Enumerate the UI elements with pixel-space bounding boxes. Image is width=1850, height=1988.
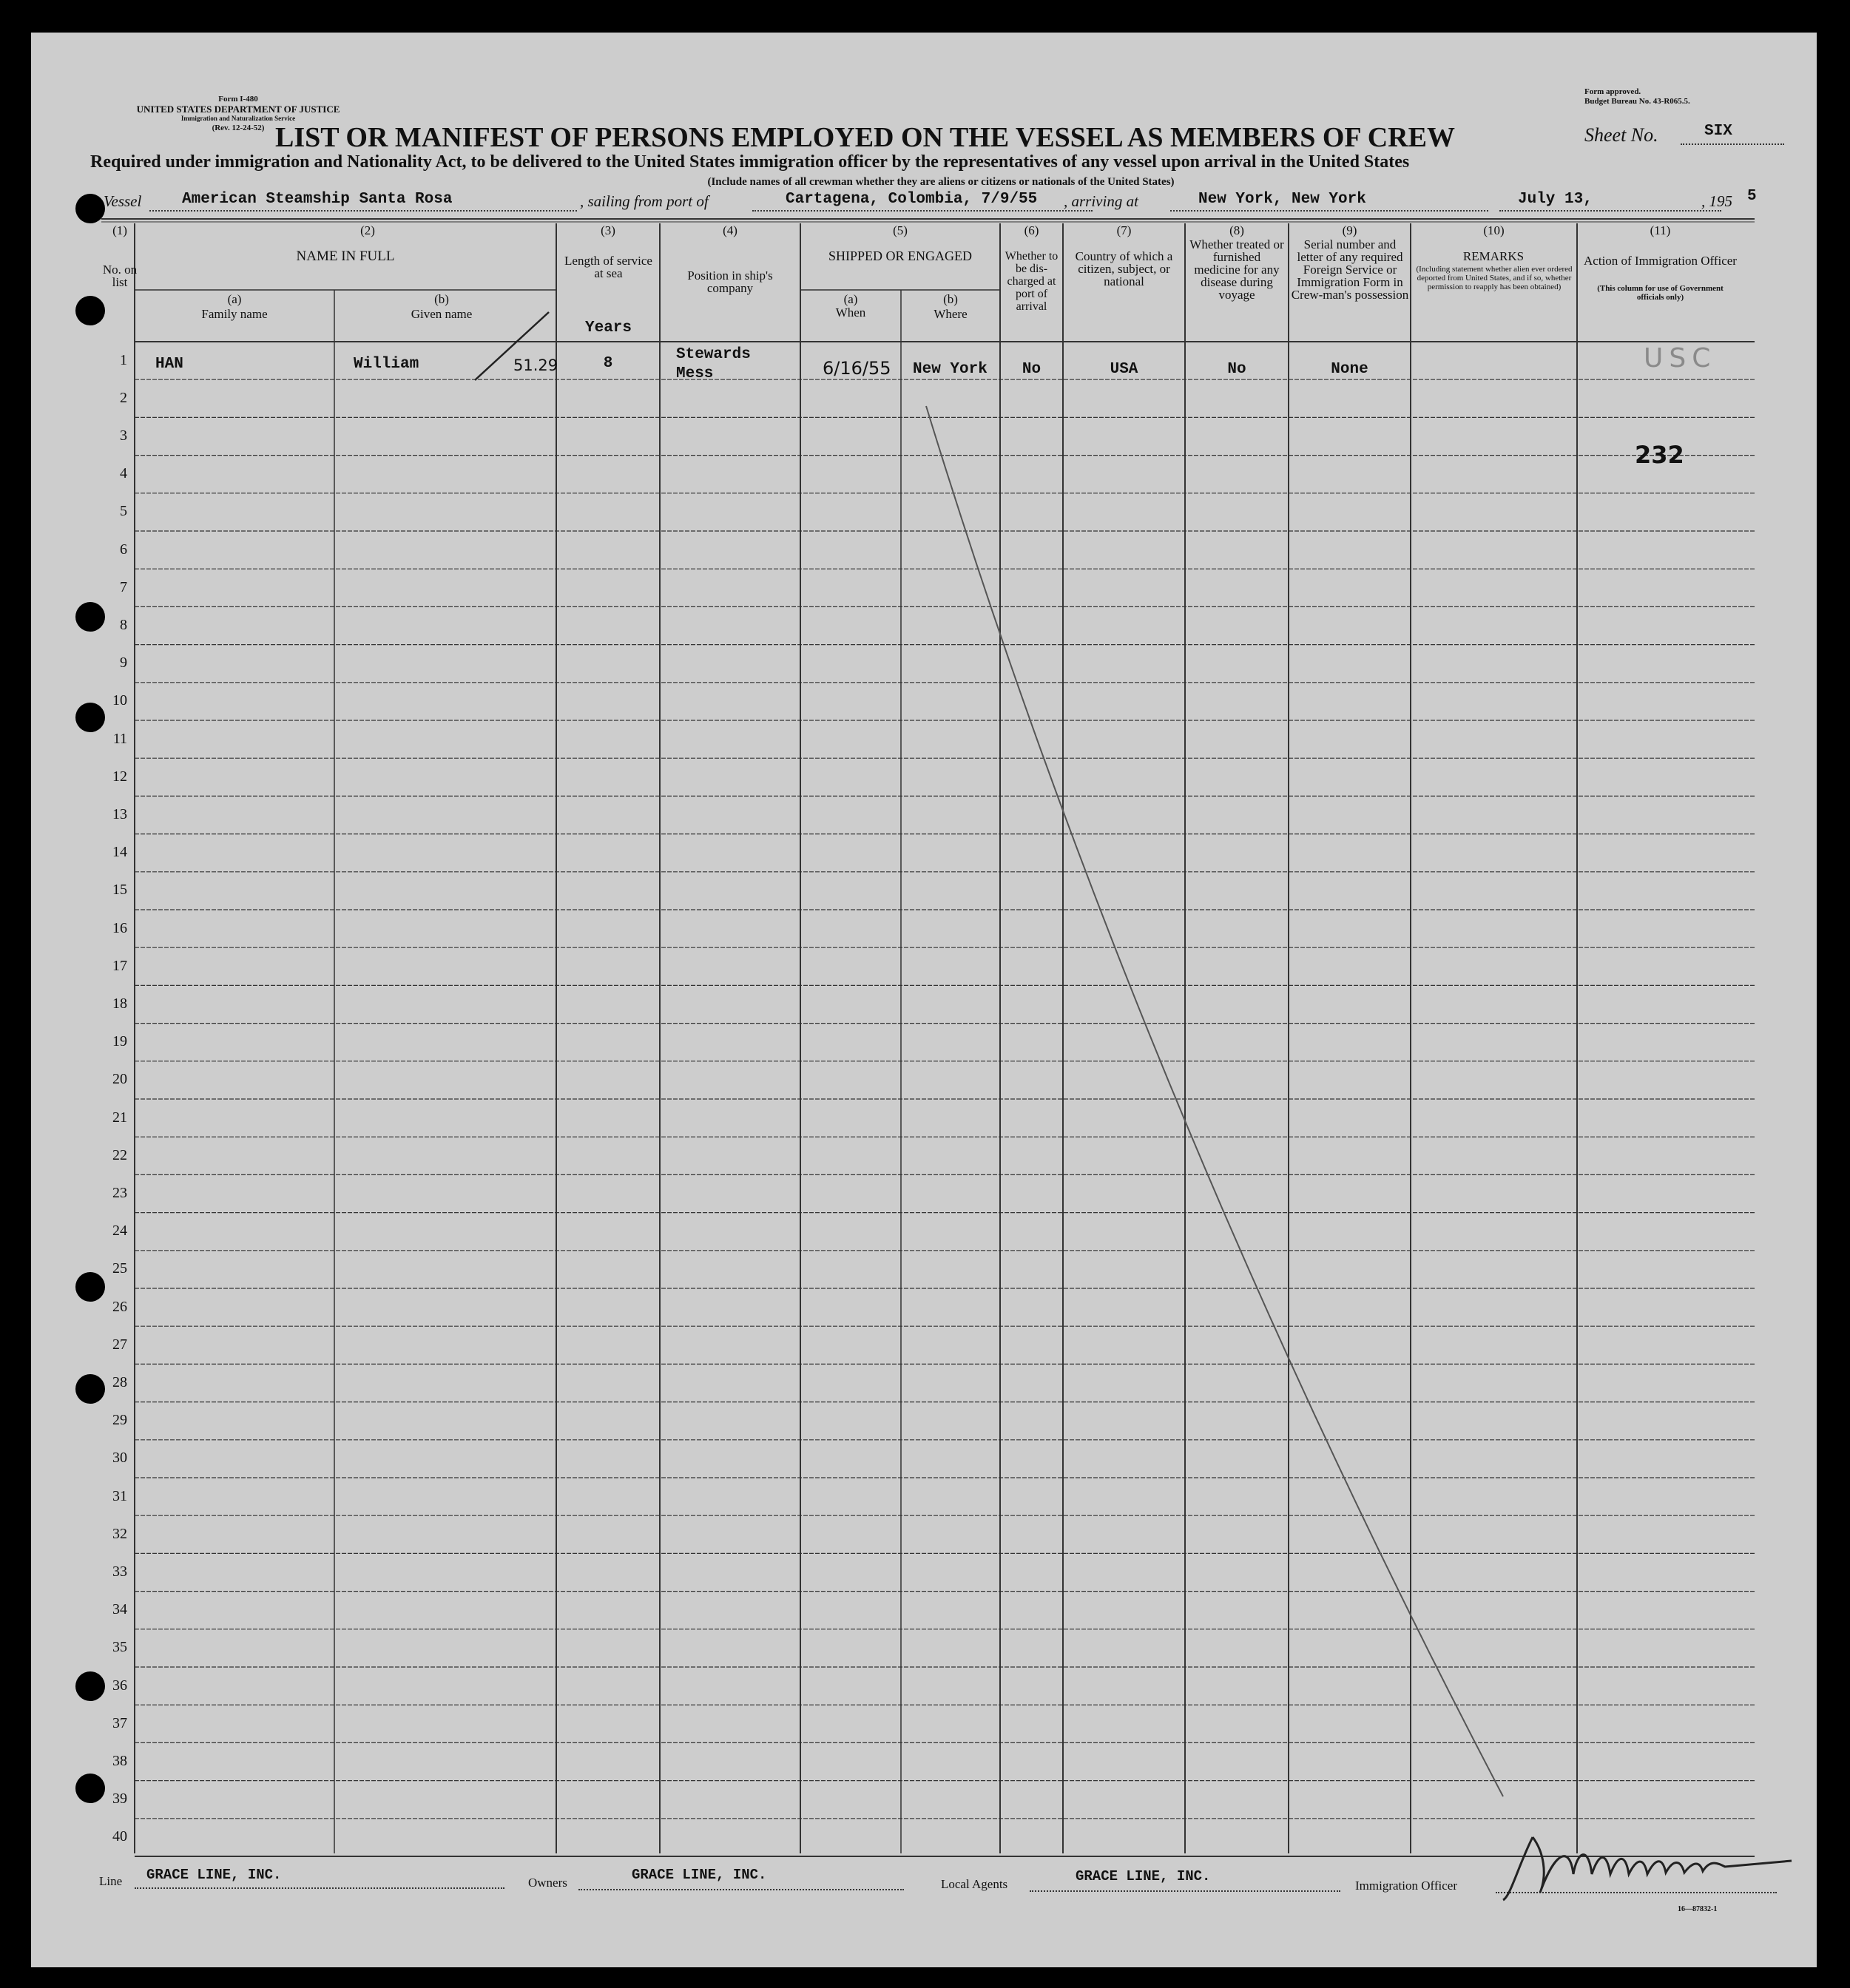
col-num-1: (1) (112, 223, 127, 237)
row-number: 24 (112, 1223, 127, 1240)
header-name-in-full: NAME IN FULL (296, 248, 395, 264)
row-number: 19 (112, 1033, 127, 1050)
form-approval: Form approved. (1584, 87, 1641, 96)
form-revision: (Rev. 12-24-52) (212, 124, 265, 132)
row-number: 14 (112, 844, 127, 861)
row-number: 27 (112, 1336, 127, 1353)
punch-hole (75, 1374, 105, 1404)
year-prefix: , 195 (1701, 192, 1732, 210)
sheet-number-value: SIX (1704, 123, 1732, 140)
row-number: 21 (112, 1109, 127, 1126)
arriving-label: , arriving at (1064, 192, 1138, 210)
header-family-name: Family name (201, 307, 268, 321)
row1-discharged: No (1022, 361, 1042, 378)
header-where: Where (934, 307, 968, 321)
header-remarks: REMARKS (1462, 249, 1525, 263)
row1-action: USC (1644, 343, 1717, 373)
row-number: 9 (120, 655, 127, 672)
punch-hole (75, 703, 105, 732)
row-number: 22 (112, 1146, 127, 1163)
row1-position-1: Stewards (676, 346, 751, 363)
footer-line-dots (135, 1887, 504, 1889)
footer-owners-dots (578, 1889, 904, 1890)
header-serial: Serial number and letter of any required Foreign Service or Immigration Form in Crew-man's possession (1291, 237, 1409, 302)
row1-when: 6/16/55 (823, 358, 891, 379)
punch-hole (75, 296, 105, 325)
header-length-unit: Years (584, 320, 632, 337)
year-suffix: 5 (1747, 188, 1757, 205)
row-number: 37 (112, 1714, 127, 1731)
row1-annotation: 51.29 (513, 356, 558, 374)
row-number: 20 (112, 1071, 127, 1088)
col-num-4: (4) (723, 223, 737, 237)
row-number: 36 (112, 1677, 127, 1694)
row-number: 23 (112, 1185, 127, 1201)
row1-length: 8 (603, 355, 613, 372)
footer-line-label: Line (99, 1874, 123, 1888)
arrival-port: New York, New York (1198, 191, 1366, 208)
header-given-name: Given name (411, 307, 473, 321)
agency-name: UNITED STATES DEPARTMENT OF JUSTICE (136, 104, 340, 115)
row-number: 34 (112, 1601, 127, 1618)
row-number: 2 (120, 389, 127, 406)
punch-hole (75, 1272, 105, 1302)
col-num-7: (7) (1116, 223, 1132, 237)
officer-signature (1488, 1822, 1799, 1911)
header-length: Length of service at sea (564, 254, 652, 280)
header-family-letter: (a) (227, 292, 242, 306)
row-number: 6 (120, 541, 127, 558)
row-number: 30 (112, 1450, 127, 1467)
row-number: 5 (120, 503, 127, 520)
row-number: 3 (120, 427, 127, 444)
annotation-232: 232 (1635, 441, 1684, 469)
footer-agents-value: GRACE LINE, INC. (1076, 1868, 1211, 1884)
row-number: 26 (112, 1298, 127, 1315)
header-action-note: (This column for use of Government officials only) (1597, 284, 1724, 302)
service-name: Immigration and Naturalization Service (180, 115, 296, 122)
row-number: 32 (112, 1525, 127, 1542)
vessel-name: American Steamship Santa Rosa (182, 191, 453, 208)
header-position: Position in ship's company (687, 268, 773, 295)
col-num-3: (3) (601, 223, 615, 237)
col-num-8: (8) (1229, 223, 1244, 237)
row1-family-name: HAN (155, 356, 183, 373)
row-number: 31 (112, 1487, 127, 1504)
row-number: 28 (112, 1374, 127, 1390)
header-when: When (835, 305, 866, 320)
punch-hole (75, 602, 105, 632)
row1-country: USA (1110, 361, 1138, 378)
col-num-5: (5) (893, 223, 908, 237)
row-number: 35 (112, 1639, 127, 1656)
punch-hole (75, 194, 105, 223)
row-number: 4 (120, 465, 127, 482)
vessel-label: Vessel (104, 192, 142, 210)
row-number: 11 (112, 730, 127, 747)
col-num-10: (10) (1483, 223, 1505, 237)
departure-port: Cartagena, Colombia, 7/9/55 (786, 191, 1038, 208)
row-number: 15 (112, 882, 127, 899)
budget-number: Budget Bureau No. 43-R065.5. (1584, 97, 1690, 106)
punch-hole (75, 1774, 105, 1803)
col-num-2: (2) (360, 223, 375, 237)
row-number: 25 (112, 1260, 127, 1277)
header-medicine: Whether treated or furnished medicine for any disease during voyage (1189, 237, 1284, 302)
header-discharged: Whether to be dis-charged at port of arrival (1005, 250, 1059, 313)
header-given-letter: (b) (434, 292, 449, 306)
row1-position-2: Mess (676, 365, 714, 382)
header-where-letter: (b) (943, 292, 958, 306)
row-number: 13 (112, 806, 127, 822)
header-when-letter: (a) (843, 292, 858, 306)
header-action: Action of Immigration Officer (1584, 254, 1737, 268)
punch-hole (75, 1671, 105, 1701)
form-subtitle: Required under immigration and Nationality Act, to be delivered to the United States immigration officer by the representatives of any vessel upon arrival in the United States (90, 152, 1410, 172)
row-number: 7 (120, 578, 127, 595)
row-number: 16 (112, 919, 127, 936)
form-note: (Include names of all crewman whether they are aliens or citizens or nationals of the United States) (707, 176, 1175, 188)
row-number: 17 (112, 957, 127, 974)
header-country: Country of which a citizen, subject, or national (1075, 249, 1173, 288)
arrival-date: July 13, (1518, 191, 1593, 208)
manifest-sheet (31, 33, 1817, 1967)
header-shipped: SHIPPED OR ENGAGED (828, 248, 972, 263)
footer-agents-label: Local Agents (941, 1877, 1008, 1891)
sailing-label: , sailing from port of (580, 192, 709, 210)
row1-where: New York (913, 361, 988, 378)
col-num-11: (11) (1650, 223, 1671, 237)
footer-owners-label: Owners (528, 1876, 567, 1890)
header-no-on-list: No. on list (102, 263, 138, 289)
row1-serial: None (1331, 361, 1368, 378)
row-number: 12 (112, 768, 127, 785)
row-number: 39 (112, 1791, 127, 1808)
row-number: 33 (112, 1563, 127, 1580)
row-number: 29 (112, 1412, 127, 1429)
row-number: 8 (120, 617, 127, 633)
row-number: 40 (112, 1828, 127, 1845)
footer-officer-label: Immigration Officer (1355, 1879, 1458, 1893)
row1-medicine: No (1227, 361, 1246, 378)
col-num-6: (6) (1024, 223, 1039, 237)
header-remarks-note: (Including statement whether alien ever ordered deported from United States, and if so, whether permission to reapply has been obtained) (1416, 265, 1573, 291)
row1-given-name: William (354, 356, 419, 373)
col-num-9: (9) (1342, 223, 1357, 237)
row-number: 38 (112, 1753, 127, 1769)
form-number: Form I-480 (218, 95, 258, 104)
form-title: LIST OR MANIFEST OF PERSONS EMPLOYED ON THE VESSEL AS MEMBERS OF CREW (275, 122, 1455, 153)
row-number: 1 (120, 351, 127, 368)
footer-line-value: GRACE LINE, INC. (146, 1867, 282, 1883)
print-code: 16—87832-1 (1678, 1905, 1718, 1913)
sheet-number-label: Sheet No. (1584, 124, 1658, 146)
row-number: 10 (112, 692, 127, 709)
footer-owners-value: GRACE LINE, INC. (632, 1867, 767, 1883)
void-strike-line (31, 33, 1817, 1967)
row-number: 18 (112, 995, 127, 1012)
footer-agents-dots (1030, 1890, 1340, 1892)
